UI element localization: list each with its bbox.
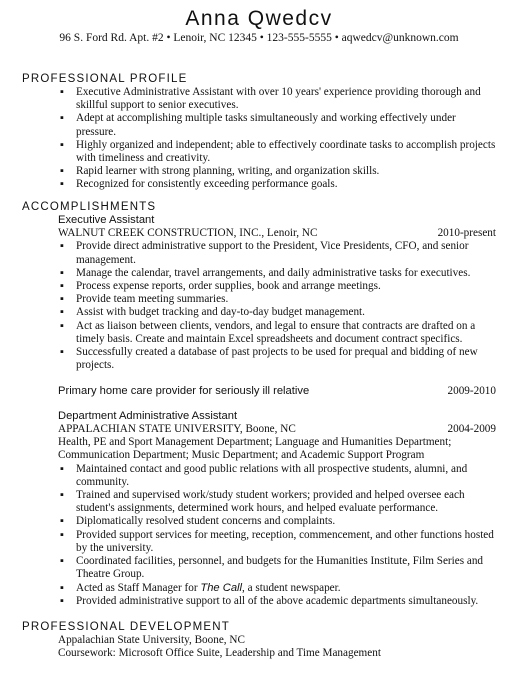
employment-dates: 2004-2009 <box>447 423 496 436</box>
job-title: Executive Assistant <box>58 213 155 226</box>
list-item: ▪ Provided support services for meeting, reception, commencement, and other functions hosted by the university. <box>58 529 496 555</box>
list-item: ▪ Provide team meeting summaries. <box>58 293 496 306</box>
job-duties-list <box>58 463 496 608</box>
list-item: ▪ Manage the calendar, travel arrangements, and daily administrative tasks for executives. <box>58 267 496 280</box>
development-coursework: Coursework: Microsoft Office Suite, Leadership and Time Management <box>58 647 381 660</box>
section-heading-development: PROFESSIONAL DEVELOPMENT <box>22 620 230 633</box>
job-title: Department Administrative Assistant <box>58 409 238 422</box>
profile-block <box>58 86 496 192</box>
list-item: ▪ Trained and supervised work/study student workers; provided and helped oversee each student's assignments, determined work hours, and helped evaluate performance. <box>58 489 496 515</box>
list-item: ▪ Act as liaison between clients, vendors, and legal to ensure that contracts are drafted on a timely basis. Create and maintain Excel spreadsheets and document contract specifics. <box>58 320 496 346</box>
list-item: ▪ Highly organized and independent; able to effectively coordinate tasks to accomplish projects with timeliness and creativity. <box>58 139 496 165</box>
list-item: ▪ Successfully created a database of past projects to be used for prequal and bidding of new projects. <box>58 346 496 372</box>
employment-dates: 2010-present <box>437 227 496 240</box>
section-heading-accomplishments: ACCOMPLISHMENTS <box>22 200 157 213</box>
career-gap-dates: 2009-2010 <box>447 385 496 398</box>
list-item: ▪ Recognized for consistently exceeding performance goals. <box>58 178 496 191</box>
list-item: ▪ Adept at accomplishing multiple tasks simultaneously and working effectively under pressure. <box>58 112 496 138</box>
career-gap-row <box>58 385 496 398</box>
list-item: ▪ Diplomatically resolved student concerns and complaints. <box>58 515 496 528</box>
list-item: ▪ Rapid learner with strong planning, writing, and organization skills. <box>58 165 496 178</box>
employer-name: WALNUT CREEK CONSTRUCTION, INC., Lenoir, NC <box>58 227 318 240</box>
list-item: ▪ Provide direct administrative support to the President, Vice Presidents, CFO, and senior management. <box>58 240 496 266</box>
list-item: ▪ Executive Administrative Assistant with over 10 years' experience providing thorough and skillful support to senior executives. <box>58 86 496 112</box>
profile-list <box>58 86 496 192</box>
list-item: ▪ Provided administrative support to all of the above academic departments simultaneously. <box>58 595 496 608</box>
departments-line: Health, PE and Sport Management Department; Language and Humanities Department; <box>58 436 452 449</box>
development-block <box>58 634 496 660</box>
section-heading-profile: PROFESSIONAL PROFILE <box>22 73 188 85</box>
departments-line: Communication Department; Music Department; and Academic Support Program <box>58 449 425 462</box>
career-gap-text: Primary home care provider for seriously ill relative <box>58 385 310 398</box>
job-executive-assistant <box>58 214 496 608</box>
staff-manager-prefix: Acted as Staff Manager for <box>76 581 201 594</box>
job-department-assistant <box>58 410 496 608</box>
list-item: ▪ Assist with budget tracking and day-to-day budget management. <box>58 306 496 319</box>
staff-manager-suffix: , a student newspaper. <box>242 581 341 594</box>
employer-row <box>58 423 496 436</box>
employer-row <box>58 227 496 240</box>
list-item <box>58 582 496 595</box>
applicant-name: Anna Qwedcv <box>185 7 333 30</box>
list-item: ▪ Maintained contact and good public relations with all prospective students, alumni, and community. <box>58 463 496 489</box>
list-item: ▪ Process expense reports, order supplies, book and arrange meetings. <box>58 280 496 293</box>
newspaper-title: The Call <box>200 581 243 594</box>
contact-line: 96 S. Ford Rd. Apt. #2 • Lenoir, NC 12345 • 123-555-5555 • aqwedcv@unknown.com <box>59 32 459 44</box>
list-item: ▪ Coordinated facilities, personnel, and budgets for the Humanities Institute, Film Series and Theatre Group. <box>58 555 496 581</box>
development-institution: Appalachian State University, Boone, NC <box>58 633 245 646</box>
employer-name: APPALACHIAN STATE UNIVERSITY, Boone, NC <box>58 423 296 436</box>
job-duties-list <box>58 240 496 372</box>
